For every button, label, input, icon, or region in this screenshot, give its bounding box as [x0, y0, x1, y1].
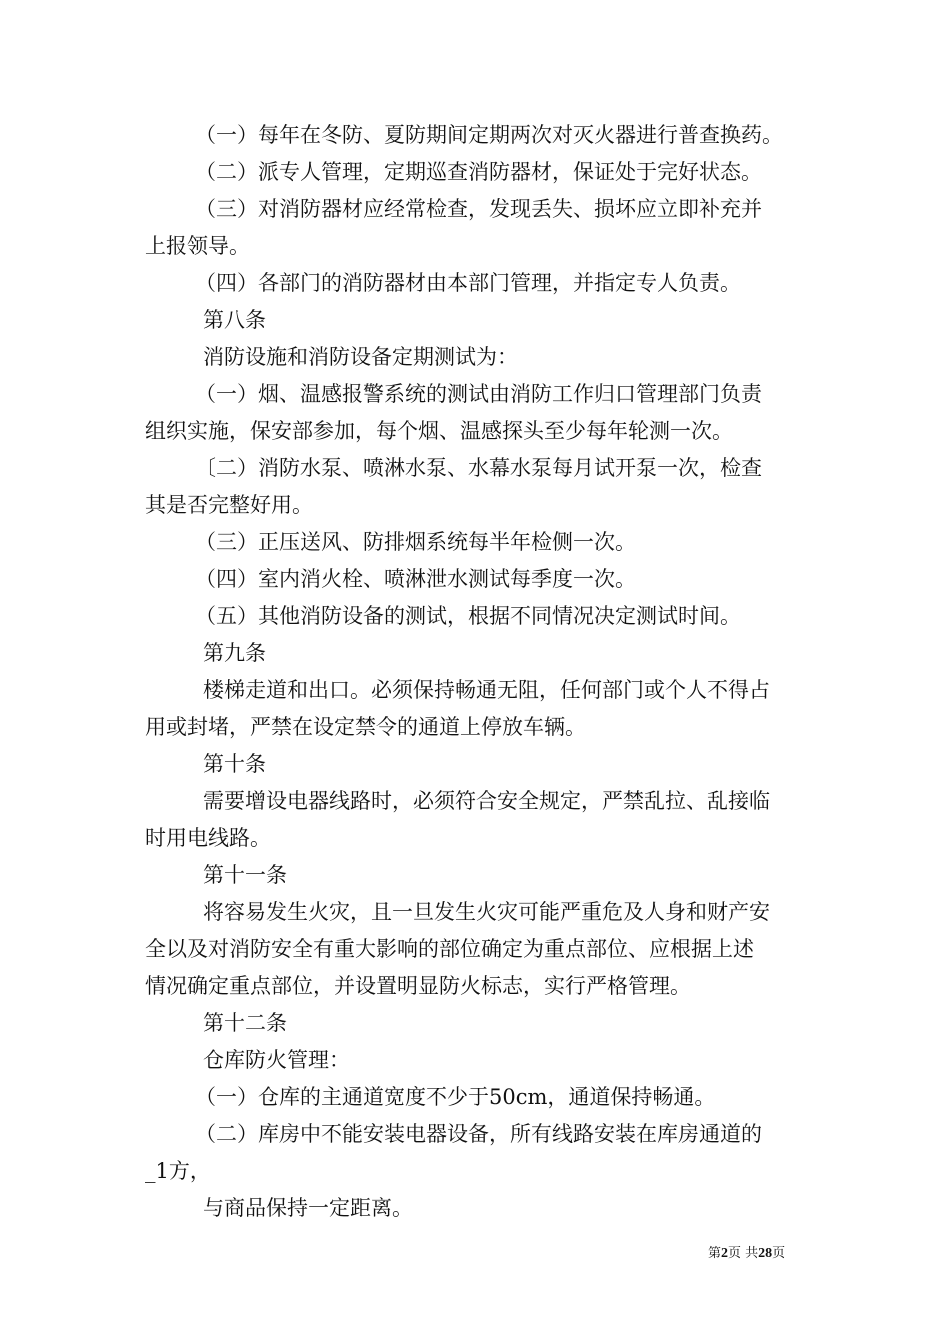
document-body [145, 117, 810, 1227]
text-line: 与商品保持一定距离。 [203, 1196, 413, 1220]
text-line: 组织实施，保安部参加，每个烟、温感探头至少每年轮测一次。 [145, 419, 733, 443]
text-line: 将容易发生火灾，且一旦发生火灾可能严重危及人身和财产安 [203, 900, 770, 924]
text-line: 上报领导。 [145, 234, 250, 258]
text-line: 消防设施和消防设备定期测试为： [203, 345, 518, 369]
text-line: （一）每年在冬防、夏防期间定期两次对灭火器进行普查换药。 [195, 123, 783, 147]
article-heading: 第十条 [203, 752, 266, 776]
text-line: 用或封堵，严禁在设定禁令的通道上停放车辆。 [145, 715, 586, 739]
total-pages-number: 28 [758, 1246, 773, 1261]
footer-suffix: 页 [772, 1246, 786, 1261]
text-line: （二）派专人管理，定期巡查消防器材，保证处于完好状态。 [195, 160, 762, 184]
page-footer [708, 1245, 785, 1263]
footer-prefix: 第 [708, 1246, 722, 1261]
text-line: 情况确定重点部位，并设置明显防火标志，实行严格管理。 [145, 974, 691, 998]
text-line: （三）正压送风、防排烟系统每半年检侧一次。 [195, 530, 636, 554]
text-line: （三）对消防器材应经常检查，发现丢失、损坏应立即补充并 [195, 197, 762, 221]
article-heading: 第八条 [203, 308, 266, 332]
text-line: 全以及对消防安全有重大影响的部位确定为重点部位、应根据上述 [145, 937, 754, 961]
article-heading: 第九条 [203, 641, 266, 665]
text-line: 其是否完整好用。 [145, 493, 313, 517]
article-heading: 第十二条 [203, 1011, 287, 1035]
text-line: （二）库房中不能安装电器设备，所有线路安装在库房通道的 [195, 1122, 762, 1146]
text-line: 时用电线路。 [145, 826, 271, 850]
text-line: （五）其他消防设备的测试，根据不同情况决定测试时间。 [195, 604, 741, 628]
text-line: 需要增设电器线路时，必须符合安全规定，严禁乱拉、乱接临 [203, 789, 770, 813]
current-page-number: 2 [721, 1246, 729, 1261]
text-line: 仓库防火管理： [203, 1048, 350, 1072]
text-line: 楼梯走道和出口。必须保持畅通无阻，任何部门或个人不得占 [203, 678, 770, 702]
text-line: （一）烟、温感报警系统的测试由消防工作归口管理部门负责 [195, 382, 762, 406]
text-line: （四）室内消火栓、喷淋泄水测试每季度一次。 [195, 567, 636, 591]
text-line: _1方， [145, 1159, 211, 1183]
text-line: （一）仓库的主通道宽度不少于50cm，通道保持畅通。 [195, 1085, 716, 1109]
article-heading: 第十一条 [203, 863, 287, 887]
footer-middle: 页 共 [728, 1246, 759, 1261]
text-line: 〔二）消防水泵、喷淋水泵、水幕水泵每月试开泵一次，检查 [195, 456, 762, 480]
text-line: （四）各部门的消防器材由本部门管理，并指定专人负责。 [195, 271, 741, 295]
